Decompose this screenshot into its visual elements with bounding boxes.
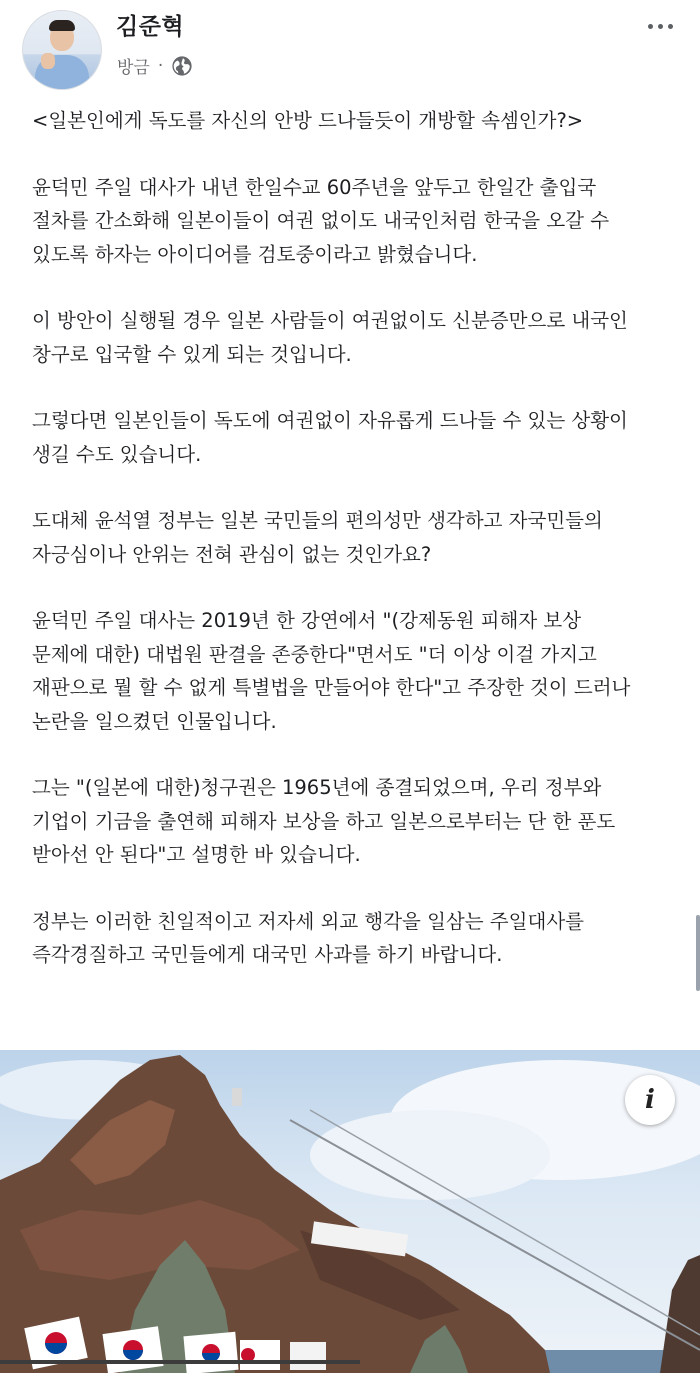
more-horizontal-icon-dot xyxy=(668,24,673,29)
post-header xyxy=(0,0,700,95)
post-photo[interactable] xyxy=(0,1050,700,1373)
post-paragraph-4: 그렇다면 일본인들이 독도에 여권없이 자유롭게 드나들 수 있는 상황이 생길 수도 있습니다. xyxy=(32,409,628,466)
info-icon-button[interactable] xyxy=(625,1075,675,1125)
post-paragraph-7: 그는 "(일본에 대한)청구권은 1965년에 종결되었으며, 우리 정부와 기업이 기금을 출연해 피해자 보상을 하고 일본으로부터는 단 한 푼도 받아선 안 된다"고 설명한 바 있습니다. xyxy=(32,776,616,866)
avatar-hair xyxy=(49,20,75,31)
post-paragraph-2: 윤덕민 주일 대사가 내년 한일수교 60주년을 앞두고 한일간 출입국 절차를 간소화해 일본이들이 여권 없이도 내국인처럼 한국을 오갈 수 있도록 하자는 아이디어를 검토중이라고 밝혔습니다. xyxy=(32,175,610,266)
cloud xyxy=(310,1110,550,1200)
post-paragraph-5: 도대체 윤석열 정부는 일본 국민들의 편의성만 생각하고 자국민들의 자긍심이나 안위는 전혀 관심이 없는 것인가요? xyxy=(32,509,603,566)
meta-separator: · xyxy=(157,55,164,76)
post-paragraph-6: 윤덕민 주일 대사는 2019년 한 강연에서 "(강제동원 피해자 보상 문제에 대한) 대법원 판결을 존중한다"면서도 "더 이상 이걸 가지고 재판으로 뭘 할 수 없게 특별법을 만들어야 한다"고 주장한 것이 드러나 논란을 일으켰던 인물입니다. xyxy=(32,609,631,733)
more-options-button[interactable] xyxy=(640,14,680,38)
railing xyxy=(0,1360,360,1364)
avatar-hand xyxy=(41,53,55,69)
post-paragraph-1: <일본인에게 독도를 자신의 안방 드나들듯이 개방할 속셈인가?> xyxy=(32,109,584,132)
globe-icon[interactable] xyxy=(171,55,193,77)
avatar[interactable] xyxy=(22,10,102,90)
post-body xyxy=(32,104,682,1005)
more-horizontal-icon xyxy=(648,24,653,29)
scrollbar[interactable] xyxy=(696,915,700,991)
right-rock xyxy=(660,1255,700,1373)
summit-structure xyxy=(232,1088,242,1106)
dokdo-island-illustration xyxy=(0,1050,700,1373)
more-horizontal-icon-dot xyxy=(658,24,663,29)
post-paragraph-8: 정부는 이러한 친일적이고 저자세 외교 행각을 일삼는 주일대사를 즉각경질하고 국민들에게 대국민 사과를 하기 바랍니다. xyxy=(32,909,584,966)
info-icon: i xyxy=(645,1085,655,1115)
post-meta xyxy=(117,53,193,78)
post-paragraph-3: 이 방안이 실행될 경우 일본 사람들이 여권없이도 신분증만으로 내국인 창구로 입국할 수 있게 되는 것입니다. xyxy=(32,309,628,366)
author-name[interactable]: 김준혁 xyxy=(116,14,185,40)
post-time[interactable]: 방금 xyxy=(117,58,150,78)
